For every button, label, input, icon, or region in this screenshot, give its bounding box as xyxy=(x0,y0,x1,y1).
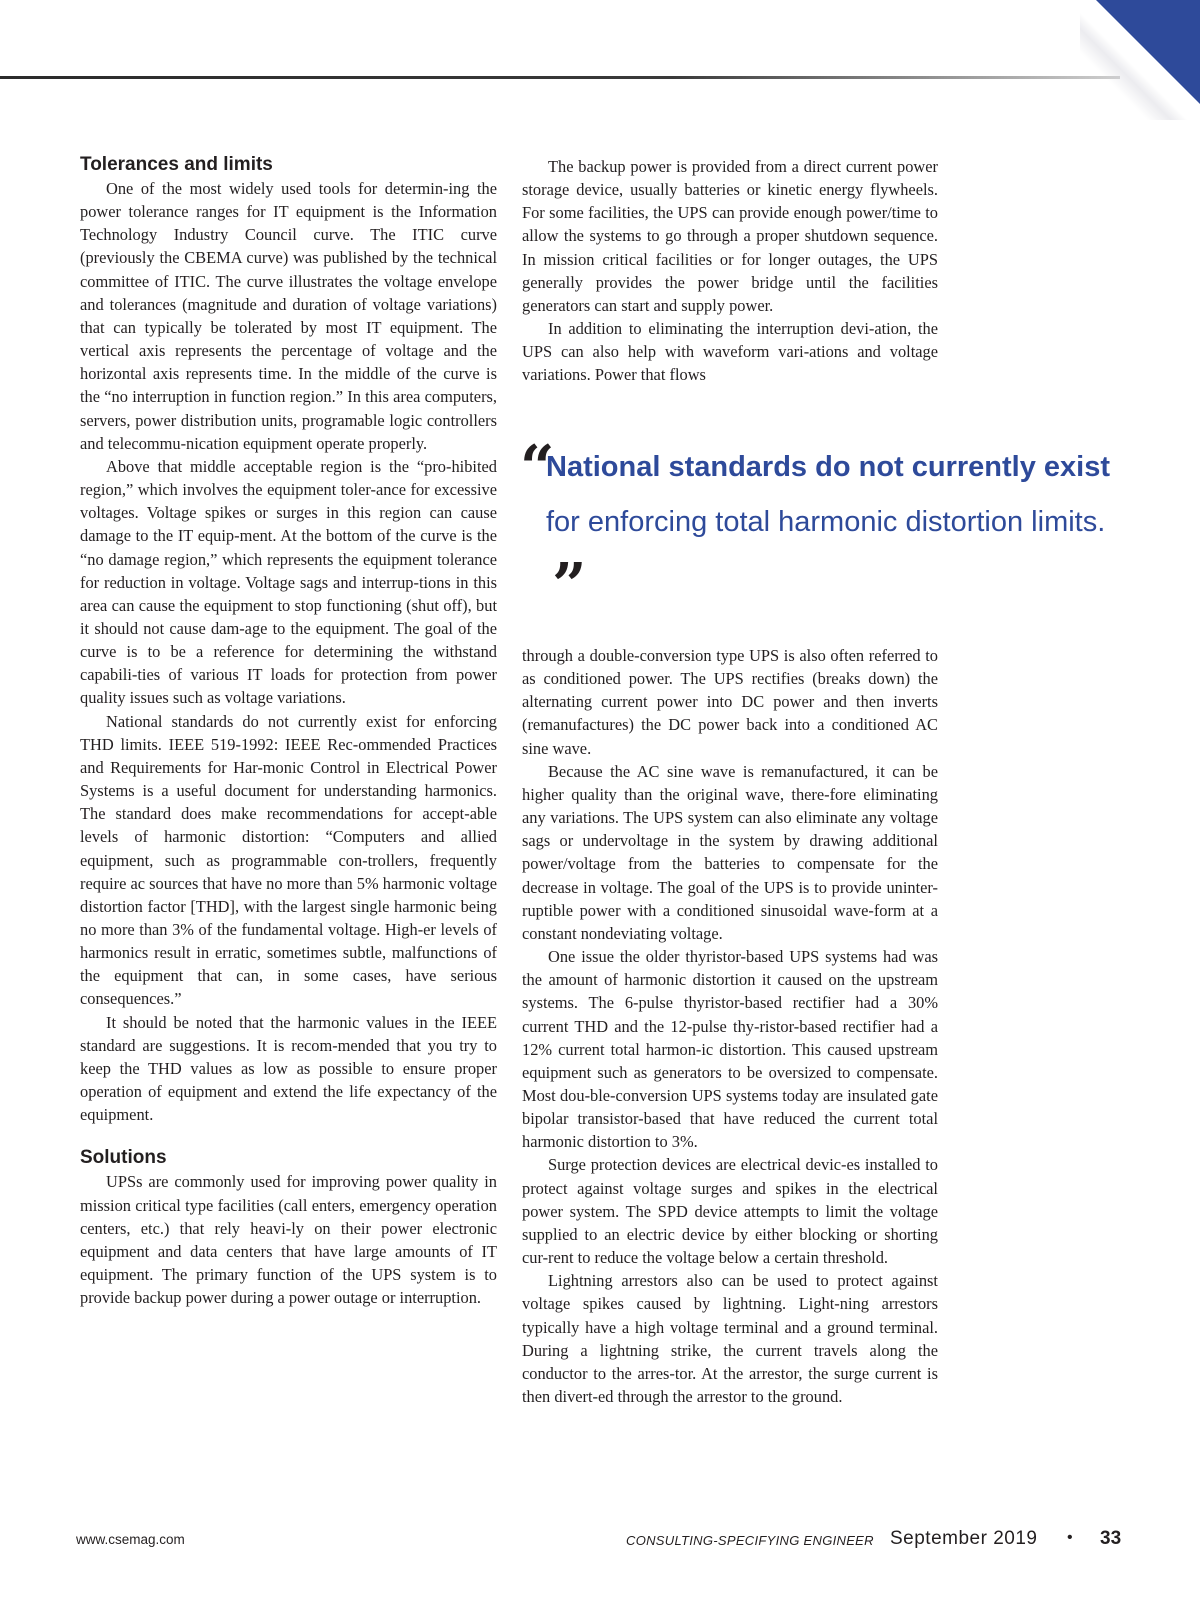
pull-quote-regular: for enforcing total harmonic distortion limits. xyxy=(546,506,1106,538)
paragraph: National standards do not currently exist for enforcing THD limits. IEEE 519-1992: IEEE Rec-ommended Practices and Requirements for Har-monic Control in Electrical Power Systems is a useful document for understanding harmonics. The standard does make recommendations for accept-able levels of harmonic distortion: “Computers and allied equipment, such as programmable con-trollers, frequently require ac sources that have no more than 5% harmonic voltage distortion factor [THD], with the largest single harmonic being no more than 3% of the fundamental voltage. High-er levels of harmonics result in erratic, sometimes subtle, malfunctions of the equipment that can, in some cases, have serious consequences.” xyxy=(80,711,497,1009)
right-column-bottom xyxy=(522,644,938,1408)
footer-publication: CONSULTING-SPECIFYING ENGINEER xyxy=(626,1533,874,1548)
paragraph: One issue the older thyristor-based UPS systems had was the amount of harmonic distortion it caused on the upstream systems. The 6-pulse thyristor-based rectifier had a 30% current THD and the 12-pulse thy-ristor-based rectifier had a 12% current total harmon-ic distortion. This caused upstream equipment such as generators to be oversized to compensate. Most dou-ble-conversion UPS systems today are insulated gate bipolar transistor-based that have reduced the current total harmonic distortion to 3%. xyxy=(522,947,938,1152)
paragraph: It should be noted that the harmonic values in the IEEE standard are suggestions. It is recom-mended that you try to keep the THD values as low as possible to ensure proper operation of equipment and extend the life expectancy of the equipment. xyxy=(80,1012,497,1125)
paragraph: Lightning arrestors also can be used to protect against voltage spikes caused by lightning. Light-ning arrestors typically have a high voltage terminal and a ground terminal. During a lightning strike, the current travels along the conductor to the arres-tor. At the arrestor, the surge current is then divert-ed through the arrestor to the ground. xyxy=(522,1271,938,1406)
pull-quote-bold: National standards do not currently exist xyxy=(546,451,1110,483)
footer-bullet: • xyxy=(1067,1529,1073,1546)
footer-date: September 2019 xyxy=(890,1528,1038,1549)
open-quote-mark: “ xyxy=(520,433,555,503)
right-column-top xyxy=(522,155,938,387)
paragraph: Because the AC sine wave is remanufactured, it can be higher quality than the original wave, there-fore eliminating any variations. The UPS system can also eliminate any voltage sags or undervoltage in the system by drawing additional power/voltage from the batteries to compensate for the decrease in voltage. The goal of the UPS is to provide uninter-ruptible power with a conditioned sinusoidal wave-form at a constant nondeviating voltage. xyxy=(522,761,938,943)
paragraph: Surge protection devices are electrical devic-es installed to protect against voltage surges and spikes in the electrical power system. The SPD device attempts to limit the voltage supplied to an electric device by either blocking or shorting cur-rent to reduce the voltage below a certain threshold. xyxy=(522,1155,938,1268)
left-column xyxy=(80,153,497,1309)
paragraph: UPSs are commonly used for improving power quality in mission critical type facilities (call enters, emergency operation centers, etc.) that rely heavi-ly on their power electronic equipment and data centers that have large amounts of IT equipment. The primary function of the UPS system is to provide backup power during a power outage or interruption. xyxy=(80,1172,497,1308)
paragraph: The backup power is provided from a direct current power storage device, usually batteries or kinetic energy flywheels. For some facilities, the UPS can provide enough power/time to allow the systems to go through a proper shutdown sequence. In mission critical facilities or for longer outages, the UPS generally provides the power bridge until the facilities generators can start and supply power. xyxy=(522,157,938,315)
top-rule xyxy=(0,76,1120,79)
paragraph: Above that middle acceptable region is the “pro-hibited region,” which involves the equipment toler-ance for excessive voltages. Voltage spikes or surges in this region can cause damage to the IT equip-ment. At the bottom of the curve is the “no damage region,” which represents the equipment tolerance for reduction in voltage. Voltage sags and interrup-tions in this area can cause the equipment to stop functioning (shut off), but it should not cause dam-age to the equipment. The goal of the curve is to be a reference for determining the withstand capabili-ties of various IT loads for protection from power quality issues such as voltage variations. xyxy=(80,456,497,708)
paragraph: through a double-conversion type UPS is also often referred to as conditioned power. The UPS rectifies (breaks down) the alternating current power into DC power and then inverts (remanufactures) the DC power back into a conditioned AC sine wave. xyxy=(522,646,938,758)
corner-fade xyxy=(1080,0,1200,120)
heading-solutions: Solutions xyxy=(80,1147,167,1169)
paragraph: In addition to eliminating the interruption devi-ation, the UPS can also help with waveform vari-ations and voltage variations. Power that flows xyxy=(522,319,938,385)
pull-quote xyxy=(520,433,1120,621)
heading-tolerances: Tolerances and limits xyxy=(80,154,273,175)
page-number: 33 xyxy=(1100,1528,1122,1549)
paragraph: One of the most widely used tools for determin-ing the power tolerance ranges for IT equipment is the Information Technology Industry Council curve. The ITIC curve (previously the CBEMA curve) was published by the technical committee of ITIC. The curve illustrates the voltage envelope and tolerances (magnitude and duration of voltage variations) that can typically be tolerated by most IT equipment. The vertical axis represents the percentage of voltage and the horizontal axis represents time. In the middle of the curve is the “no interruption in function region.” In this area computers, servers, power distribution units, programable logic controllers and telecommu-nication equipment operate properly. xyxy=(80,179,497,453)
page-footer xyxy=(0,1528,1200,1552)
close-quote-mark: ” xyxy=(552,551,587,621)
pull-quote-text xyxy=(520,433,1120,621)
footer-url[interactable]: www.csemag.com xyxy=(76,1532,185,1547)
